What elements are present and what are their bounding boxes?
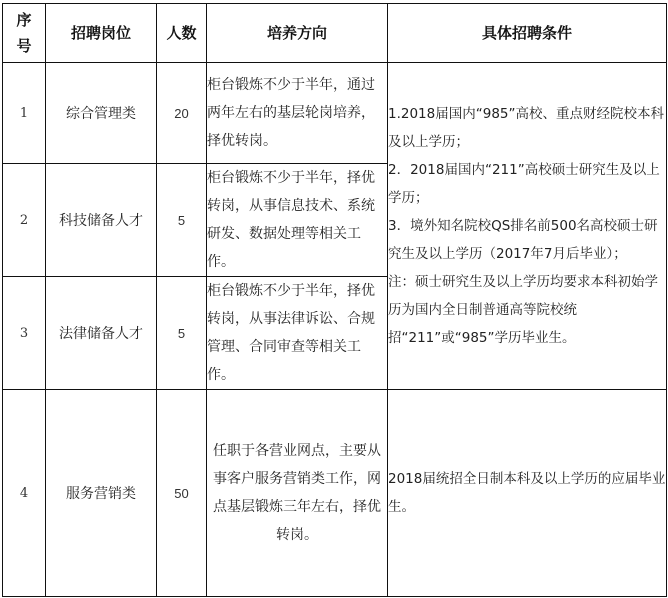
condition-item: 2．2018届国内“211”高校硕士研究生及以上学历； xyxy=(388,162,660,206)
header-direction: 培养方向 xyxy=(207,4,388,63)
row-direction: 柜台锻炼不少于半年，择优转岗，从事法律诉讼、合规管理、合同审查等相关工作。 xyxy=(207,277,388,390)
header-conditions: 具体招聘条件 xyxy=(388,4,667,63)
condition-item: 1.2018届国内“985”高校、重点财经院校本科及以上学历； xyxy=(388,106,664,150)
row-count: 20 xyxy=(157,63,207,164)
row-position: 科技储备人才 xyxy=(46,164,157,277)
row-seq: 4 xyxy=(3,390,46,597)
row-count: 5 xyxy=(157,164,207,277)
condition-note: 注：硕士研究生及以上学历均要求本科初始学历为国内全日制普通高等院校统招“211”或“985”学历毕业生。 xyxy=(388,274,658,346)
row-conditions: 2018届统招全日制本科及以上学历的应届毕业生。 xyxy=(388,390,667,597)
row-count: 50 xyxy=(157,390,207,597)
row-count: 5 xyxy=(157,277,207,390)
row-direction: 任职于各营业网点，主要从事客户服务营销类工作，网点基层锻炼三年左右，择优转岗。 xyxy=(207,390,388,597)
row-position: 综合管理类 xyxy=(46,63,157,164)
recruitment-table xyxy=(2,3,667,597)
header-row xyxy=(3,4,667,63)
row-seq: 3 xyxy=(3,277,46,390)
shared-conditions-cell xyxy=(388,63,667,390)
row-position: 法律储备人才 xyxy=(46,277,157,390)
table-row xyxy=(3,390,667,597)
row-position: 服务营销类 xyxy=(46,390,157,597)
condition-item: 3．境外知名院校QS排名前500名高校硕士研究生及以上学历（2017年7月后毕业）； xyxy=(388,218,658,262)
row-seq: 2 xyxy=(3,164,46,277)
row-seq: 1 xyxy=(3,63,46,164)
table-row xyxy=(3,63,667,164)
header-count: 人数 xyxy=(157,4,207,63)
header-seq: 序号 xyxy=(3,4,46,63)
row-direction: 柜台锻炼不少于半年，通过两年左右的基层轮岗培养，择优转岗。 xyxy=(207,63,388,164)
row-direction: 柜台锻炼不少于半年，择优转岗，从事信息技术、系统研发、数据处理等相关工作。 xyxy=(207,164,388,277)
header-position: 招聘岗位 xyxy=(46,4,157,63)
